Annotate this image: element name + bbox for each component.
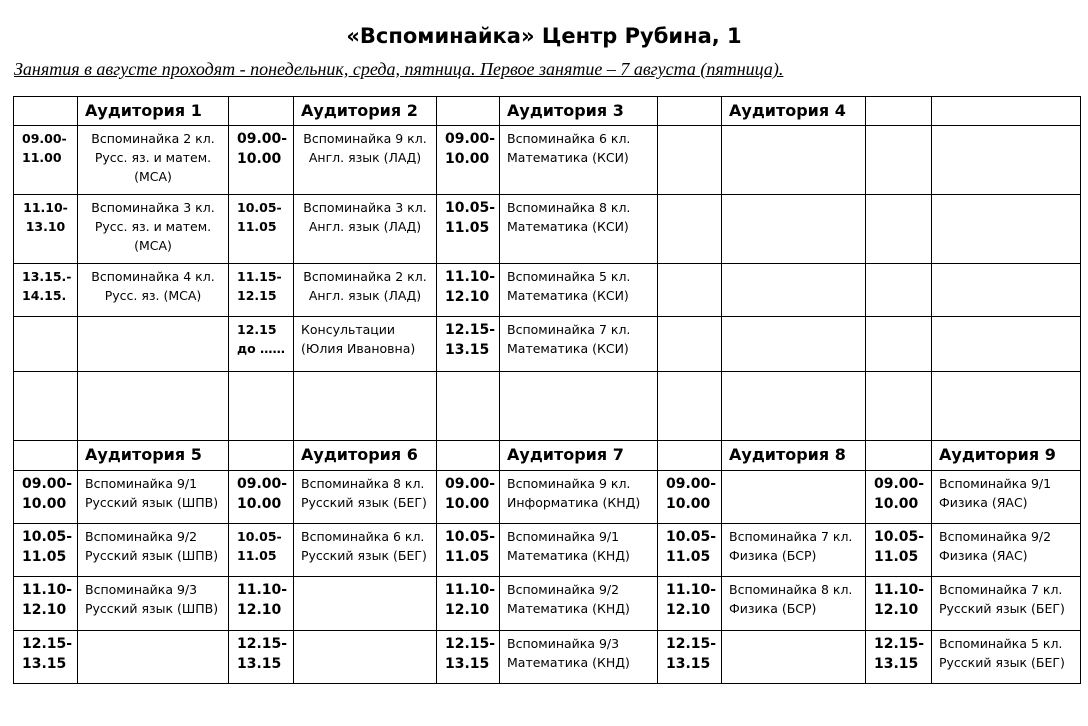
time-cell: 10.05- 11.05: [229, 195, 294, 264]
bottom-header-row: [14, 441, 1081, 471]
lesson-cell: Вспоминайка 7 кл. Математика (КСИ): [500, 317, 658, 372]
table-row: [14, 471, 1081, 524]
table-row: [14, 317, 1081, 372]
lesson-cell: Консультации (Юлия Ивановна): [294, 317, 437, 372]
time-cell: 11.10- 13.10: [14, 195, 78, 264]
empty-cell: [658, 264, 722, 317]
table-row: [14, 264, 1081, 317]
lesson-cell: Вспоминайка 8 кл. Русский язык (БЕГ): [294, 471, 437, 524]
lesson-cell: Вспоминайка 9/2 Физика (ЯАС): [932, 524, 1081, 577]
time-cell: 09.00- 10.00: [14, 471, 78, 524]
lesson-cell: Вспоминайка 8 кл. Физика (БСР): [722, 577, 866, 631]
time-cell: 12.15- 13.15: [658, 631, 722, 684]
empty-cell: [658, 126, 722, 195]
empty-cell: [866, 317, 932, 372]
empty-cell: [78, 317, 229, 372]
lesson-cell: Вспоминайка 9/1 Математика (КНД): [500, 524, 658, 577]
lesson-cell: [722, 631, 866, 684]
empty-cell: [437, 97, 500, 126]
empty-cell: [932, 97, 1081, 126]
room-header: Аудитория 7: [500, 441, 658, 471]
time-cell: 09.00- 10.00: [866, 471, 932, 524]
lesson-cell: Вспоминайка 3 кл. Англ. язык (ЛАД): [294, 195, 437, 264]
lesson-cell: Вспоминайка 9/1 Физика (ЯАС): [932, 471, 1081, 524]
empty-cell: [866, 195, 932, 264]
room-header: Аудитория 6: [294, 441, 437, 471]
empty-cell: [722, 126, 866, 195]
time-cell: 12.15 до ……: [229, 317, 294, 372]
empty-cell: [658, 97, 722, 126]
time-cell: 09.00- 11.00: [14, 126, 78, 195]
time-cell: 09.00- 10.00: [229, 126, 294, 195]
time-cell: 10.05- 11.05: [14, 524, 78, 577]
room-header: Аудитория 8: [722, 441, 866, 471]
lesson-cell: Вспоминайка 9/3 Математика (КНД): [500, 631, 658, 684]
lesson-cell: Вспоминайка 5 кл. Русский язык (БЕГ): [932, 631, 1081, 684]
time-cell: 11.10- 12.10: [437, 264, 500, 317]
time-cell: 13.15.- 14.15.: [14, 264, 78, 317]
time-cell: 09.00- 10.00: [229, 471, 294, 524]
time-cell: 09.00- 10.00: [437, 126, 500, 195]
page-title: «Вспоминайка» Центр Рубина, 1: [346, 24, 742, 48]
lesson-cell: Вспоминайка 8 кл. Математика (КСИ): [500, 195, 658, 264]
room-header: Аудитория 1: [78, 97, 229, 126]
time-cell: 11.15- 12.15: [229, 264, 294, 317]
lesson-cell: Вспоминайка 9/2 Математика (КНД): [500, 577, 658, 631]
empty-cell: [932, 126, 1081, 195]
empty-cell: [932, 264, 1081, 317]
time-cell: 10.05- 11.05: [437, 524, 500, 577]
lesson-cell: Вспоминайка 2 кл. Русс. яз. и матем. (МСА): [78, 126, 229, 195]
empty-cell: [866, 441, 932, 471]
lesson-cell: Вспоминайка 9/1 Русский язык (ШПВ): [78, 471, 229, 524]
empty-cell: [14, 97, 78, 126]
empty-cell: [229, 97, 294, 126]
lesson-cell: Вспоминайка 5 кл. Математика (КСИ): [500, 264, 658, 317]
lesson-cell: [294, 631, 437, 684]
lesson-cell: Вспоминайка 9/3 Русский язык (ШПВ): [78, 577, 229, 631]
time-cell: 10.05- 11.05: [658, 524, 722, 577]
empty-cell: [658, 317, 722, 372]
empty-cell: [722, 264, 866, 317]
room-header: Аудитория 9: [932, 441, 1081, 471]
empty-cell: [866, 264, 932, 317]
table-row: [14, 524, 1081, 577]
room-header: Аудитория 5: [78, 441, 229, 471]
time-cell: 11.10- 12.10: [866, 577, 932, 631]
lesson-cell: Вспоминайка 9/2 Русский язык (ШПВ): [78, 524, 229, 577]
time-cell: 11.10- 12.10: [658, 577, 722, 631]
empty-cell: [932, 317, 1081, 372]
empty-cell: [722, 195, 866, 264]
time-cell: 12.15- 13.15: [14, 631, 78, 684]
empty-cell: [658, 195, 722, 264]
table-row: [14, 577, 1081, 631]
room-header: Аудитория 4: [722, 97, 866, 126]
room-header: Аудитория 2: [294, 97, 437, 126]
time-cell: 12.15- 13.15: [866, 631, 932, 684]
lesson-cell: [294, 577, 437, 631]
schedule-note: Занятия в августе проходят - понедельник, среда, пятница. Первое занятие – 7 августа (пятница).: [14, 59, 784, 79]
empty-cell: [14, 441, 78, 471]
empty-cell: [866, 97, 932, 126]
time-cell: 11.10- 12.10: [437, 577, 500, 631]
empty-cell: [437, 441, 500, 471]
table-row: [14, 195, 1081, 264]
time-cell: 10.05- 11.05: [866, 524, 932, 577]
time-cell: 12.15- 13.15: [229, 631, 294, 684]
time-cell: 09.00- 10.00: [437, 471, 500, 524]
lesson-cell: Вспоминайка 7 кл. Физика (БСР): [722, 524, 866, 577]
time-cell: 11.10- 12.10: [229, 577, 294, 631]
time-cell: 12.15- 13.15: [437, 317, 500, 372]
lesson-cell: [722, 471, 866, 524]
spacer-row: [14, 372, 1081, 441]
empty-cell: [722, 317, 866, 372]
empty-cell: [932, 195, 1081, 264]
lesson-cell: Вспоминайка 2 кл. Англ. язык (ЛАД): [294, 264, 437, 317]
lesson-cell: Вспоминайка 9 кл. Информатика (КНД): [500, 471, 658, 524]
lesson-cell: [78, 631, 229, 684]
empty-cell: [14, 317, 78, 372]
time-cell: 09.00- 10.00: [658, 471, 722, 524]
empty-cell: [866, 126, 932, 195]
time-cell: 12.15- 13.15: [437, 631, 500, 684]
empty-cell: [658, 441, 722, 471]
lesson-cell: Вспоминайка 7 кл. Русский язык (БЕГ): [932, 577, 1081, 631]
lesson-cell: Вспоминайка 6 кл. Русский язык (БЕГ): [294, 524, 437, 577]
lesson-cell: Вспоминайка 9 кл. Англ. язык (ЛАД): [294, 126, 437, 195]
lesson-cell: Вспоминайка 6 кл. Математика (КСИ): [500, 126, 658, 195]
empty-cell: [229, 441, 294, 471]
time-cell: 10.05- 11.05: [229, 524, 294, 577]
lesson-cell: Вспоминайка 4 кл. Русс. яз. (МСА): [78, 264, 229, 317]
room-header: Аудитория 3: [500, 97, 658, 126]
time-cell: 11.10- 12.10: [14, 577, 78, 631]
table-row: [14, 126, 1081, 195]
table-row: [14, 631, 1081, 684]
lesson-cell: Вспоминайка 3 кл. Русс. яз. и матем. (МСА): [78, 195, 229, 264]
top-header-row: [14, 97, 1081, 126]
time-cell: 10.05- 11.05: [437, 195, 500, 264]
schedule-table: [13, 96, 1081, 684]
